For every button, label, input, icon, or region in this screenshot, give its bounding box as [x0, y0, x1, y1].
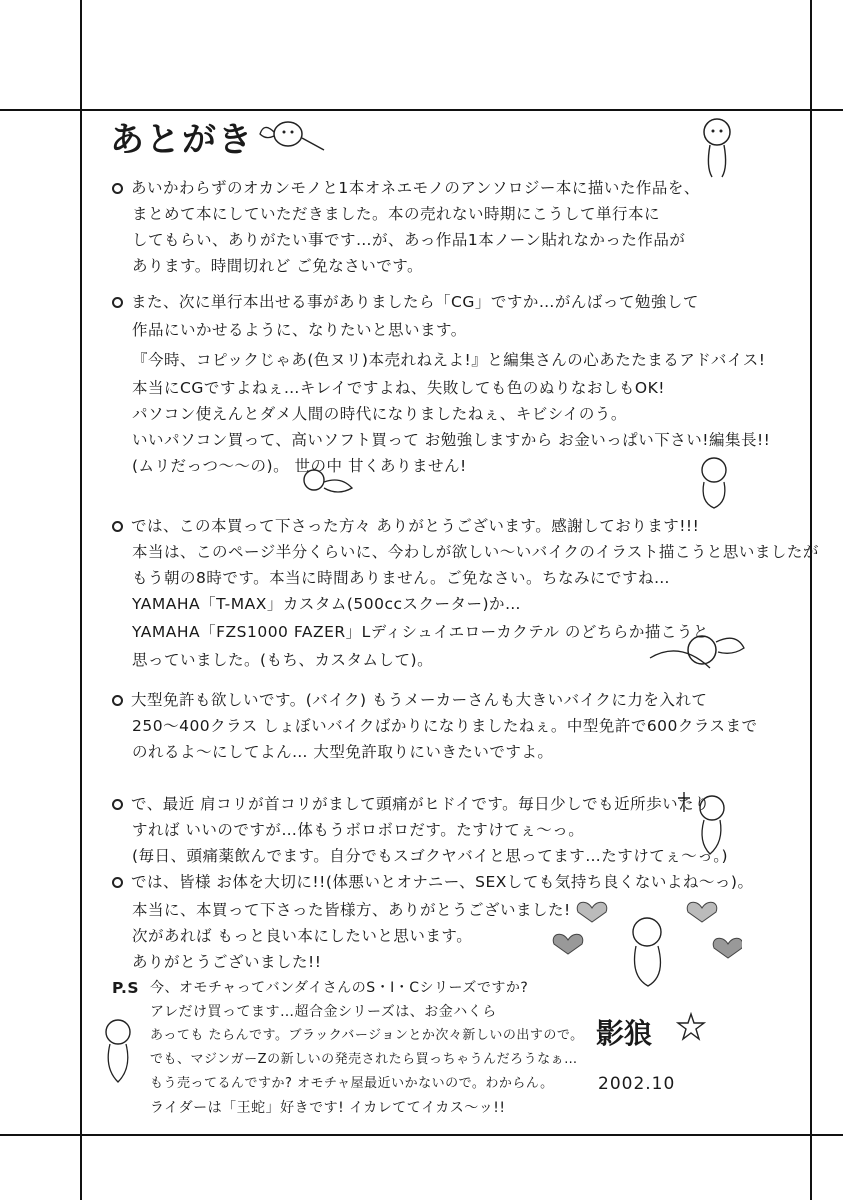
ps-label: P.S — [112, 979, 140, 997]
ps-line1: 今、オモチャってバンダイさんのS・I・Cシリーズですか? — [150, 980, 529, 996]
cupid-trumpet-icon — [258, 112, 328, 162]
frame-top-line — [0, 109, 843, 111]
para2-line2: 作品にいかせるように、なりたいと思います。 — [132, 321, 467, 339]
para3-line2: 本当は、このページ半分くらいに、今わしが欲しい〜いバイクのイラスト描こうと思いましたが — [132, 543, 819, 561]
frame-right-line — [810, 0, 812, 1200]
para4-line3: のれるよ〜にしてよん… 大型免許取りにいきたいですよ。 — [132, 743, 554, 761]
para3-line4: YAMAHA「T-MAX」カスタム(500ccスクーター)か… — [132, 595, 522, 613]
ps-line5: もう売ってるんですか? オモチャ屋最近いかないので。わからん。 — [150, 1076, 554, 1091]
frame-left-line — [80, 0, 82, 1200]
para1-line2: まとめて本にしていただきました。本の売れない時期にこうして単行本に — [132, 205, 661, 223]
para3-line1: では、この本買って下さった方々 ありがとうございます。感謝しております!!! — [112, 516, 699, 536]
para5-line3: (毎日、頭痛薬飲んでます。自分でもスゴクヤバイと思ってます…たすけてぇ〜っ。) — [132, 847, 729, 865]
para2-line1: また、次に単行本出せる事がありましたら「CG」ですか…がんばって勉強して — [112, 292, 699, 312]
para6-line3: 次があれば もっと良い本にしたいと思います。 — [132, 927, 473, 945]
page-title: あとがき — [110, 120, 254, 160]
author-signature: 影狼 — [596, 1017, 653, 1050]
cupid-standing-icon — [692, 112, 742, 182]
cupid-hearts-icon — [552, 888, 742, 998]
para5-line2: すれば いいのですが…体もうボロボロだす。たすけてぇ〜っ。 — [132, 821, 585, 839]
para6-line1: では、皆様 お体を大切に!!(体悪いとオナニー、SEXしても気持ち良くないよね〜っ)。 — [112, 872, 753, 892]
ps-line3: あっても たらんです。ブラックバージョンとか次々新しいの出すので。 — [150, 1028, 584, 1043]
para1-line1: あいかわらずのオカンモノと1本オネエモノのアンソロジー本に描いた作品を、 — [112, 178, 700, 198]
para6-line4: ありがとうございました!! — [132, 953, 322, 971]
para2-line5: パソコン使えんとダメ人間の時代になりましたねぇ、キビシイのう。 — [132, 405, 627, 423]
date-label: 2002.10 — [598, 1074, 676, 1094]
para3-line3: もう朝の8時です。本当に時間ありません。ご免なさい。ちなみにですね… — [132, 569, 671, 587]
para6-line2: 本当に、本買って下さった皆様方、ありがとうございました! — [132, 901, 571, 919]
star-icon — [676, 1012, 706, 1042]
para4-line1: 大型免許も欲しいです。(バイク) もうメーカーさんも大きいバイクに力を入れて — [112, 690, 707, 710]
ps-line6: ライダーは「王蛇」好きです! イカレててイカス〜ッ!! — [150, 1100, 506, 1116]
cupid-sitting-icon — [690, 452, 740, 512]
para2-line7: (ムリだっつ〜〜の)。 世の中 甘くありません! — [132, 457, 467, 475]
cupid-question-icon — [86, 1010, 146, 1090]
ps-line4: でも、マジンガーZの新しいの発売されたら買っちゃうんだろうなぁ… — [150, 1052, 578, 1067]
para2-line3: 『今時、コピックじゃあ(色ヌリ)本売れねえよ!』と編集さんの心あたたまるアドバイス! — [132, 351, 766, 369]
para2-line6: いいパソコン買って、高いソフト買って お勉強しますから お金いっぱい下さい!編集長!! — [132, 431, 771, 449]
para1-line4: あります。時間切れど ご免なさいです。 — [132, 257, 423, 275]
para5-line1: で、最近 肩コリが首コリがまして頭痛がヒドイです。毎日少しでも近所歩いたり — [112, 794, 710, 814]
para2-line4: 本当にCGですよねぇ…キレイですよね、失敗しても色のぬりなおしもOK! — [132, 379, 665, 397]
frame-bottom-line — [0, 1134, 843, 1136]
para3-line5: YAMAHA「FZS1000 FAZER」Lディシュイエローカクテル のどちらか描こうと — [132, 623, 709, 641]
ps-line2: アレだけ買ってます…超合金シリーズは、お金ハくら — [150, 1004, 497, 1020]
para1-line3: してもらい、ありがたい事です…が、あっ作品1本ノーン貼れなかった作品が — [132, 231, 686, 249]
para3-line6: 思っていました。(もち、カスタムして)。 — [132, 651, 434, 669]
para4-line2: 250〜400クラス しょぼいバイクばかりになりましたねぇ。中型免許で600クラスまで — [132, 717, 758, 735]
